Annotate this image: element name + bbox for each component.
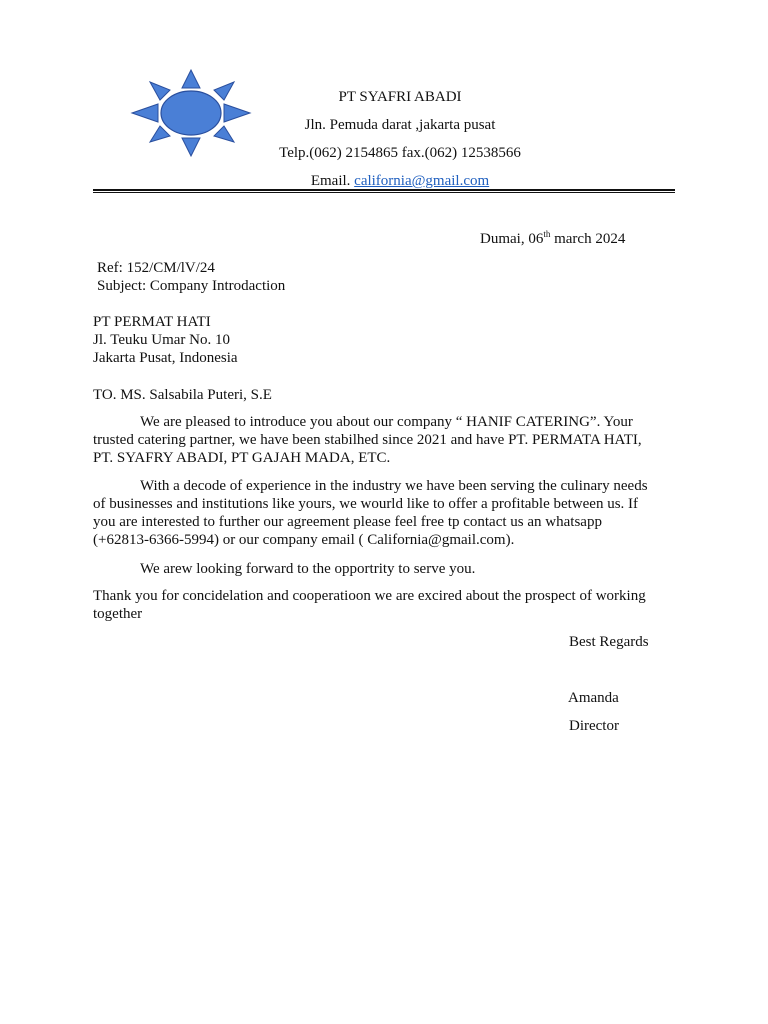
recipient-block [93, 313, 238, 367]
header-divider [93, 189, 675, 191]
paragraph-line: PT. SYAFRY ABADI, PT GAJAH MADA, ETC. [93, 450, 391, 466]
recipient-company: PT PERMAT HATI [93, 314, 211, 330]
closing-regards: Best Regards [569, 634, 649, 650]
body-paragraph-4 [93, 587, 675, 623]
sun-logo-disc [161, 91, 221, 135]
body-paragraph-1 [93, 413, 675, 467]
recipient-city: Jakarta Pusat, Indonesia [93, 350, 238, 366]
email-link[interactable]: california@gmail.com [354, 173, 490, 189]
body-paragraph-2 [93, 477, 675, 549]
letterhead-phone: Telp.(062) 2154865 fax.(062) 12538566 [279, 145, 521, 161]
reference-number: Ref: 152/CM/lV/24 [97, 260, 215, 276]
paragraph-line: you are interested to further our agreement please feel free tp contact us an whatsapp [93, 514, 602, 530]
paragraph-line: (+62813-6366-5994) or our company email ( California@gmail.com). [93, 532, 515, 548]
email-label: Email. [310, 173, 355, 189]
paragraph-line: We arew looking forward to the opportrity to serve you. [140, 561, 476, 577]
header-divider-thin [93, 192, 675, 193]
date-superscript: th [543, 229, 551, 239]
paragraph-line: We are pleased to introduce you about our company “ HANIF CATERING”. Your [140, 414, 633, 430]
paragraph-line: of businesses and institutions like yours, we wourld like to offer a profitable between us. If [93, 496, 639, 512]
date-suffix: march 2024 [550, 231, 626, 247]
body-paragraph-3 [93, 560, 675, 578]
letter-subject: Subject: Company Introdaction [97, 278, 286, 294]
paragraph-line: together [93, 606, 143, 622]
letterhead-address: Jln. Pemuda darat ,jakarta pusat [304, 117, 496, 133]
recipient-street: Jl. Teuku Umar No. 10 [93, 332, 230, 348]
paragraph-line: With a decode of experience in the industry we have been serving the culinary needs [140, 478, 648, 494]
letterhead-company: PT SYAFRI ABADI [338, 89, 462, 105]
letter-date [480, 230, 625, 248]
signer-title: Director [569, 718, 619, 734]
date-prefix: Dumai, 06 [480, 231, 544, 247]
signer-name: Amanda [568, 690, 619, 706]
salutation: TO. MS. Salsabila Puteri, S.E [93, 387, 272, 403]
letterhead-email [230, 172, 570, 190]
paragraph-line: trusted catering partner, we have been stabilhed since 2021 and have PT. PERMATA HATI, [93, 432, 642, 448]
paragraph-line: Thank you for concidelation and cooperatioon we are excired about the prospect of working [93, 588, 646, 604]
